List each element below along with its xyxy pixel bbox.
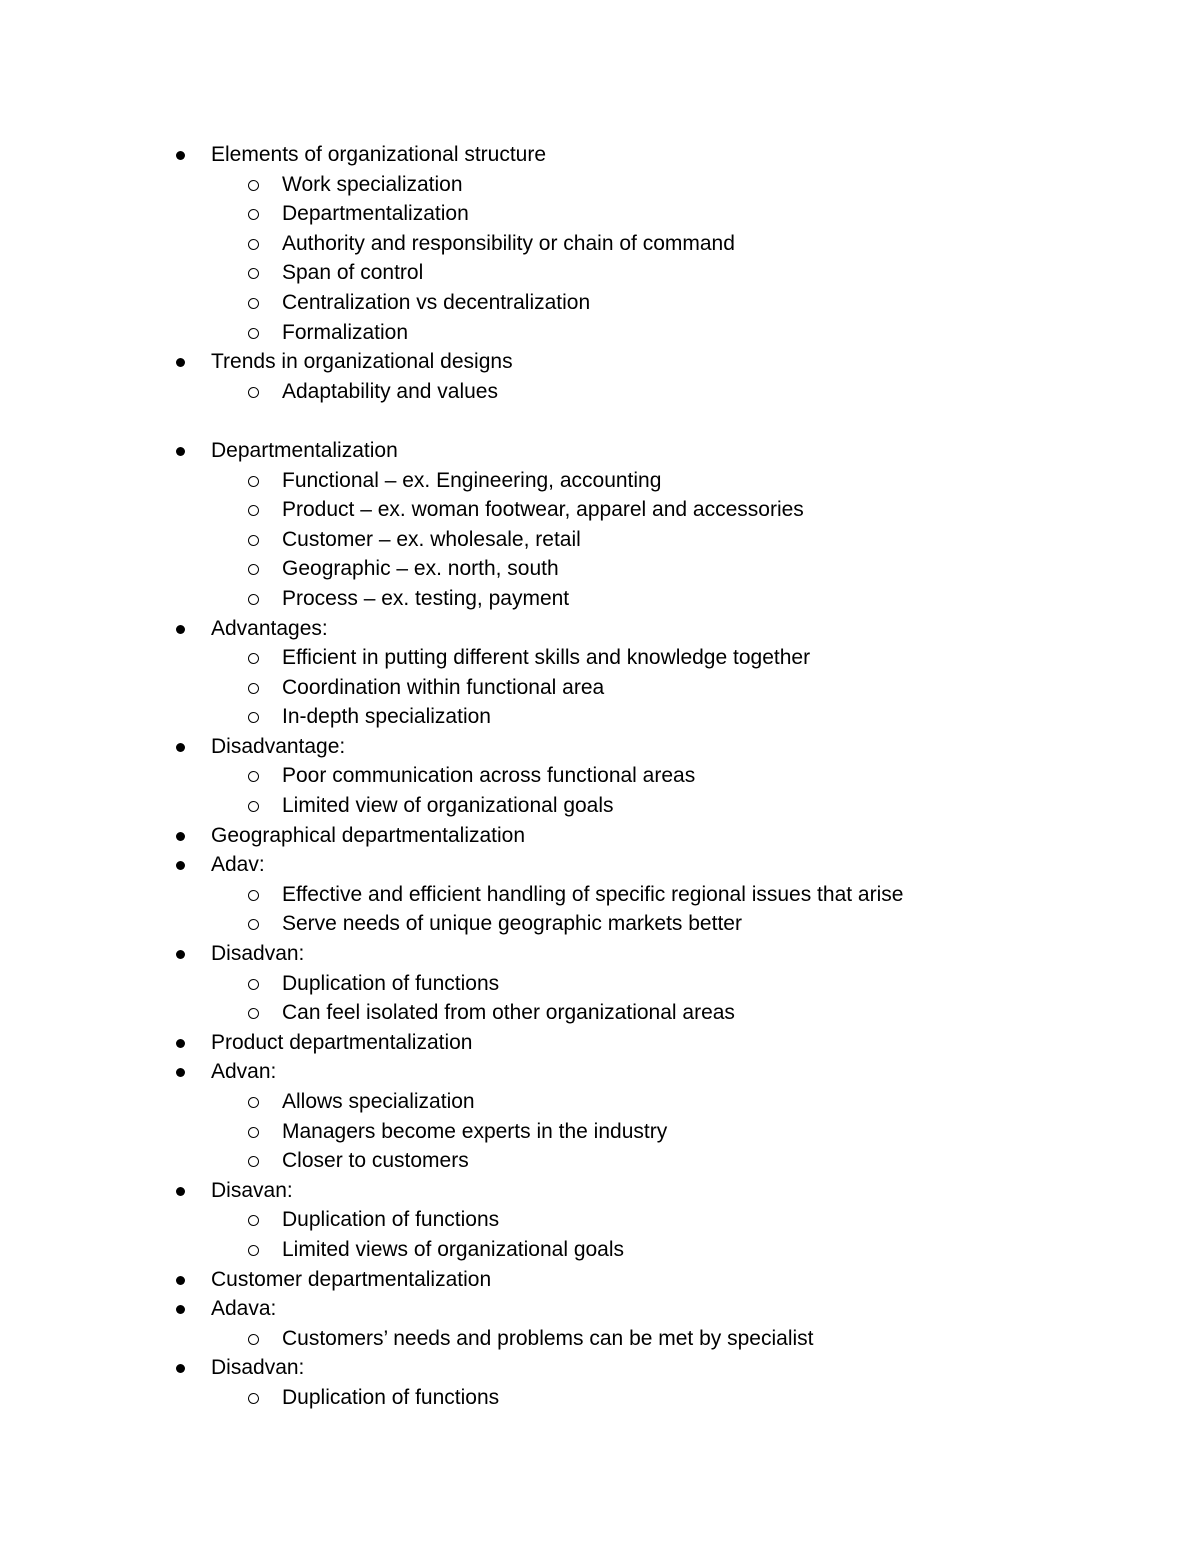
outline-text: Authority and responsibility or chain of command xyxy=(282,231,735,255)
outline-item xyxy=(0,939,1200,969)
bullet-dot-icon xyxy=(176,151,185,160)
bullet-circle-icon xyxy=(248,890,259,901)
outline-subitem xyxy=(0,466,1200,496)
outline-text: Disadvantage: xyxy=(211,734,346,758)
outline-text: Duplication of functions xyxy=(282,971,500,995)
outline-text: Allows specialization xyxy=(282,1090,475,1113)
outline-subitem xyxy=(0,495,1200,525)
outline-item xyxy=(0,1265,1200,1295)
bullet-circle-icon xyxy=(248,239,259,250)
outline-subitem xyxy=(0,998,1200,1028)
bullet-circle-icon xyxy=(248,387,259,398)
bullet-circle-icon xyxy=(248,564,259,575)
bullet-circle-icon xyxy=(248,535,259,546)
bullet-circle-icon xyxy=(248,1334,259,1345)
outline-text: Closer to customers xyxy=(282,1149,469,1173)
outline-text: Product departmentalization xyxy=(211,1030,473,1054)
bullet-circle-icon xyxy=(248,979,259,990)
bullet-circle-icon xyxy=(248,328,259,339)
outline-text: Limited view of organizational goals xyxy=(282,794,614,818)
bullet-circle-icon xyxy=(248,653,259,664)
bullet-circle-icon xyxy=(248,1097,259,1108)
outline-subitem xyxy=(0,229,1200,259)
outline-text: Trends in organizational designs xyxy=(211,350,513,374)
outline-subitem xyxy=(0,1235,1200,1265)
bullet-dot-icon xyxy=(176,1187,185,1196)
outline-text: Managers become experts in the industry xyxy=(282,1119,668,1143)
outline-text: Customers’ needs and problems can be met by specialist xyxy=(282,1326,814,1350)
outline-text: Product – ex. woman footwear, apparel and accessories xyxy=(282,498,804,522)
bullet-circle-icon xyxy=(248,298,259,309)
outline-text: Can feel isolated from other organizational areas xyxy=(282,1001,735,1025)
bullet-circle-icon xyxy=(248,1215,259,1226)
outline-item xyxy=(0,850,1200,880)
outline-subitem xyxy=(0,673,1200,703)
bullet-circle-icon xyxy=(248,1127,259,1138)
bullet-circle-icon xyxy=(248,919,259,930)
outline-subitem xyxy=(0,1205,1200,1235)
outline-text: Duplication of functions xyxy=(282,1385,500,1409)
bullet-circle-icon xyxy=(248,268,259,279)
outline-subitem xyxy=(0,199,1200,229)
outline-subitem xyxy=(0,1324,1200,1354)
outline-subitem xyxy=(0,1117,1200,1147)
outline-subitem xyxy=(0,702,1200,732)
bullet-circle-icon xyxy=(248,594,259,605)
outline-subitem xyxy=(0,909,1200,939)
outline-item xyxy=(0,614,1200,644)
outline-text: Span of control xyxy=(282,261,424,285)
outline-text: Geographic – ex. north, south xyxy=(282,557,559,581)
bullet-circle-icon xyxy=(248,1008,259,1019)
bullet-dot-icon xyxy=(176,743,185,752)
outline-subitem xyxy=(0,791,1200,821)
outline-text: Efficient in putting different skills and knowledge together xyxy=(282,646,811,670)
outline-item xyxy=(0,347,1200,377)
outline-text: Serve needs of unique geographic markets better xyxy=(282,912,742,936)
outline-subitem xyxy=(0,554,1200,584)
outline-text: Process – ex. testing, payment xyxy=(282,586,570,610)
outline-subitem xyxy=(0,969,1200,999)
outline-text: Disadvan: xyxy=(211,1356,305,1380)
outline-list xyxy=(0,140,1200,1413)
outline-text: Geographical departmentalization xyxy=(211,823,526,847)
bullet-dot-icon xyxy=(176,832,185,841)
bullet-dot-icon xyxy=(176,625,185,634)
bullet-circle-icon xyxy=(248,1245,259,1256)
outline-text: Duplication of functions xyxy=(282,1208,500,1232)
outline-text: Advan: xyxy=(211,1060,277,1084)
outline-item xyxy=(0,436,1200,466)
outline-text: Disavan: xyxy=(211,1178,293,1202)
outline-item xyxy=(0,1176,1200,1206)
outline-text: Disadvan: xyxy=(211,942,305,966)
outline-subitem xyxy=(0,258,1200,288)
outline-text: Elements of organizational structure xyxy=(211,143,547,166)
blank-line xyxy=(0,406,1200,436)
outline-text: Departmentalization xyxy=(282,202,469,226)
outline-text: Centralization vs decentralization xyxy=(282,290,591,314)
outline-text: Effective and efficient handling of specific regional issues that arise xyxy=(282,882,904,906)
outline-subitem xyxy=(0,880,1200,910)
outline-item xyxy=(0,1294,1200,1324)
outline-text: In-depth specialization xyxy=(282,705,491,729)
outline-item xyxy=(0,140,1200,170)
bullet-circle-icon xyxy=(248,771,259,782)
outline-text: Formalization xyxy=(282,320,409,344)
outline-subitem xyxy=(0,170,1200,200)
bullet-dot-icon xyxy=(176,1039,185,1048)
bullet-circle-icon xyxy=(248,712,259,723)
bullet-dot-icon xyxy=(176,1068,185,1077)
bullet-circle-icon xyxy=(248,1393,259,1404)
outline-text: Adav: xyxy=(211,853,265,877)
bullet-circle-icon xyxy=(248,505,259,516)
outline-subitem xyxy=(0,288,1200,318)
outline-item xyxy=(0,732,1200,762)
outline-text: Adaptability and values xyxy=(282,379,498,403)
outline-item xyxy=(0,1353,1200,1383)
bullet-circle-icon xyxy=(248,801,259,812)
outline-item xyxy=(0,821,1200,851)
outline-subitem xyxy=(0,525,1200,555)
outline-subitem xyxy=(0,377,1200,407)
bullet-circle-icon xyxy=(248,476,259,487)
outline-subitem xyxy=(0,643,1200,673)
bullet-circle-icon xyxy=(248,1156,259,1167)
outline-text: Customer – ex. wholesale, retail xyxy=(282,527,581,551)
outline-text: Customer departmentalization xyxy=(211,1267,492,1291)
bullet-circle-icon xyxy=(248,180,259,191)
outline-text: Limited views of organizational goals xyxy=(282,1237,625,1261)
outline-subitem xyxy=(0,761,1200,791)
outline-text: Coordination within functional area xyxy=(282,675,605,699)
bullet-dot-icon xyxy=(176,1276,185,1285)
outline-subitem xyxy=(0,1146,1200,1176)
bullet-dot-icon xyxy=(176,950,185,959)
bullet-dot-icon xyxy=(176,1364,185,1373)
bullet-dot-icon xyxy=(176,358,185,367)
bullet-dot-icon xyxy=(176,861,185,870)
bullet-dot-icon xyxy=(176,1305,185,1314)
outline-text: Poor communication across functional areas xyxy=(282,764,696,788)
outline-text: Work specialization xyxy=(282,172,463,196)
outline-subitem xyxy=(0,1087,1200,1117)
outline-text: Departmentalization xyxy=(211,438,398,462)
outline-item xyxy=(0,1057,1200,1087)
outline-subitem xyxy=(0,318,1200,348)
outline-subitem xyxy=(0,1383,1200,1413)
bullet-dot-icon xyxy=(176,447,185,456)
outline-item xyxy=(0,1028,1200,1058)
outline-text: Adava: xyxy=(211,1297,277,1321)
outline-text: Advantages: xyxy=(211,616,328,640)
outline-subitem xyxy=(0,584,1200,614)
outline-text: Functional – ex. Engineering, accounting xyxy=(282,468,662,492)
bullet-circle-icon xyxy=(248,683,259,694)
bullet-circle-icon xyxy=(248,209,259,220)
